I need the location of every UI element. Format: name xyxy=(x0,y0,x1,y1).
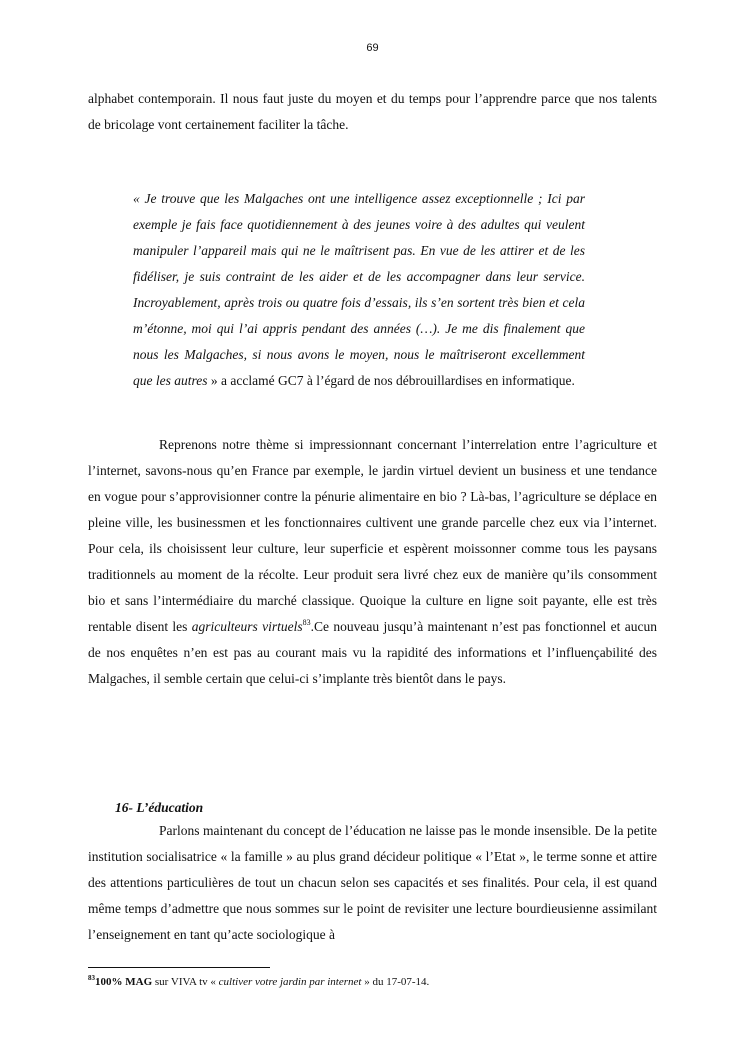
paragraph-2 xyxy=(88,432,657,692)
footnote-text: sur VIVA tv « xyxy=(152,976,219,988)
footnote-marker: 83 xyxy=(88,974,95,982)
block-quote xyxy=(133,186,585,394)
paragraph-3: Parlons maintenant du concept de l’éducation ne laisse pas le monde insensible. De la petite institution socialisatrice « la famille » au plus grand décideur politique « l’Etat », le terme sonne et attire des attentions particulières de tout un chacun selon ses capacités et ses finalités. Pour cela, il est quand même temps d’admettre que nous sommes sur le point de revisiter une lecture bourdieusienne assimilant l’enseignement en tant qu’acte sociologique à xyxy=(88,823,657,942)
page-number: 69 xyxy=(366,42,379,54)
paragraph-2-text-b: .Ce nouveau jusqu’à maintenant n’est pas fonctionnel et aucun de nos enquêtes n’en est pas au courant mais vu la rapidité des informations et l’influençabilité des Malgaches, il semble certain que celui-ci s’implante très bientôt dans le pays. xyxy=(88,619,657,686)
footnote-source: 100% MAG xyxy=(95,976,153,988)
quote-text: « Je trouve que les Malgaches ont une intelligence assez exceptionnelle ; Ici par exemple je fais face quotidiennement à des jeunes voire à des adultes qui veulent manipuler l’appareil mais qui ne le maîtrisent pas. En vue de les attirer et de les fidéliser, je suis contraint de les aider et de les accompagner dans leur service. Incroyablement, après trois ou quatre fois d’essais, ils s’en sortent très bien et cela m’étonne, moi qui l’ai appris pendant des années (…). Je me dis finalement que nous les Malgaches, si nous avons le moyen, nous le maîtriseront excellemment que les autres xyxy=(133,191,585,388)
footnote-reference[interactable]: 83 xyxy=(302,618,311,627)
footnote-date: » du 17-07-14. xyxy=(361,976,430,988)
quote-attribution: » a acclamé GC7 à l’égard de nos débrouillardises en informatique. xyxy=(207,373,575,388)
paragraph-1: alphabet contemporain. Il nous faut juste du moyen et du temps pour l’apprendre parce que nos talents de bricolage vont certainement faciliter la tâche. xyxy=(88,91,657,132)
footnote xyxy=(88,974,429,990)
paragraph-2-italic-term: agriculteurs virtuels xyxy=(191,619,303,634)
section-heading: 16- L’éducation xyxy=(115,800,204,815)
paragraph-2-text-a: Reprenons notre thème si impressionnant concernant l’interrelation entre l’agriculture et l’internet, savons-nous qu’en France par exemple, le jardin virtuel devient un business et une tendance en vogue pour s’approvisionner contre la pénurie alimentaire en bio ? Là-bas, l’agriculture se déplace en pleine ville, les businessmen et les fonctionnaires cultivent une grande parcelle chez eux via l’internet. Pour cela, ils choisissent leur culture, leur superficie et espèrent moissonner comme tous les paysans traditionnels au moment de la récolte. Leur produit sera livré chez eux de manière qu’ils consomment bio et sans l’intermédiaire du marché classique. Quoique la culture en ligne soit payante, elle est très rentable disent les xyxy=(88,437,657,634)
footnote-title: cultiver votre jardin par internet xyxy=(218,976,362,988)
footnote-divider xyxy=(88,967,270,968)
